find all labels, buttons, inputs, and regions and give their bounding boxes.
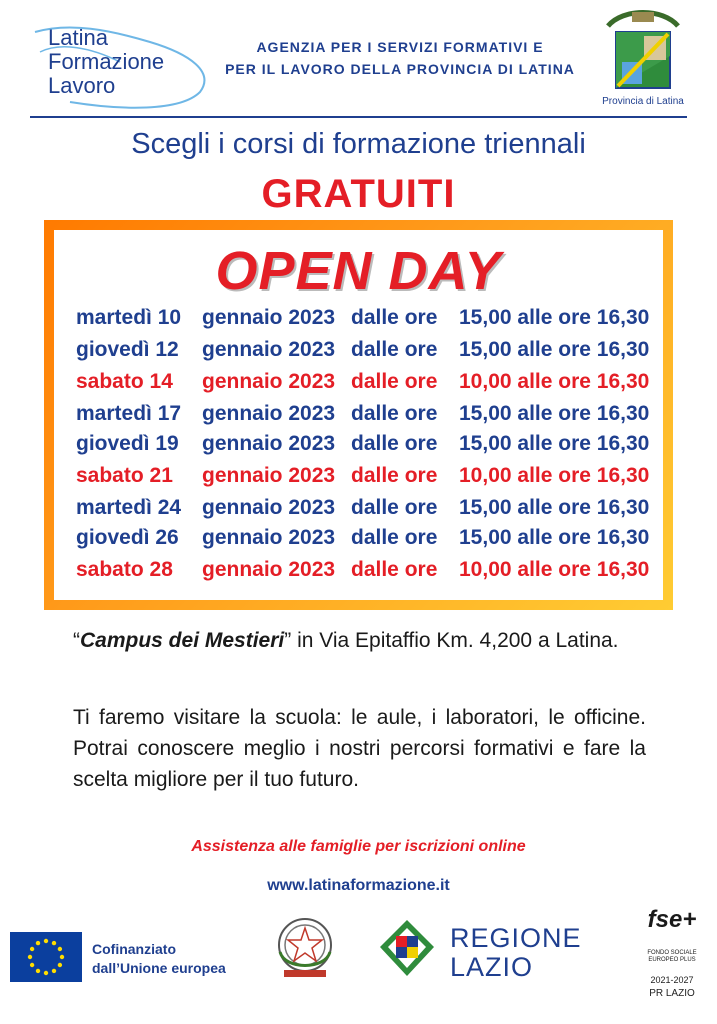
schedule-date: gennaio 2023 (202, 338, 336, 361)
schedule-date: gennaio 2023 (202, 464, 336, 487)
schedule-row (76, 496, 666, 526)
regione-line-1: REGIONE (450, 923, 582, 953)
schedule-date: gennaio 2023 (202, 496, 336, 519)
schedule-day: giovedì 19 (76, 432, 179, 455)
schedule-time: 15,00 alle ore 16,30 (459, 338, 650, 361)
lazio-emblem (378, 918, 436, 978)
schedule-from: dalle ore (351, 558, 438, 581)
fse-mark: fse+ (647, 906, 697, 933)
eu-line-1: Cofinanziato (92, 941, 176, 957)
lazio-shield-icon (378, 918, 436, 978)
eu-star-icon (44, 971, 48, 975)
schedule-row (76, 370, 666, 400)
schedule-day: sabato 21 (76, 464, 173, 487)
schedule-time: 15,00 alle ore 16,30 (459, 526, 650, 549)
visit-paragraph: Ti faremo visitare la scuola: le aule, i laboratori, le officine. Potrai conoscere meglio i nostri percorsi formativi e fare la scelta migliore per il tuo futuro. (73, 706, 646, 791)
eu-star-icon (58, 963, 62, 967)
province-crest (588, 6, 698, 110)
open-day-title: OPEN DAY (215, 241, 502, 301)
schedule-from: dalle ore (351, 432, 438, 455)
eu-cofinanced (92, 940, 226, 978)
regione-lazio-wordmark (450, 924, 582, 982)
open-day-panel (54, 230, 663, 600)
open-quote: “ (73, 629, 80, 652)
schedule-row (76, 558, 666, 588)
eu-star-icon (30, 947, 34, 951)
logo-line-2: Formazione (48, 49, 165, 74)
schedule-time: 15,00 alle ore 16,30 (459, 432, 650, 455)
schedule-time: 15,00 alle ore 16,30 (459, 306, 650, 329)
fse-caption: FONDO SOCIALE EUROPEO PLUS (647, 950, 697, 963)
eu-star-icon (36, 941, 40, 945)
schedule-date: gennaio 2023 (202, 432, 336, 455)
schedule-date: gennaio 2023 (202, 306, 336, 329)
province-crest-icon (588, 6, 698, 98)
logo-line-1: Latina (48, 25, 108, 50)
schedule-date: gennaio 2023 (202, 370, 336, 393)
schedule-row (76, 402, 666, 432)
free-highlight: GRATUITI (261, 172, 456, 216)
latina-formazione-logo (30, 22, 220, 112)
fse-years: 2021-2027 (650, 975, 694, 985)
schedule-from: dalle ore (351, 496, 438, 519)
schedule-day: sabato 14 (76, 370, 173, 393)
eu-flag (10, 932, 82, 982)
schedule-day: martedì 10 (76, 306, 182, 329)
eu-stars-icon (10, 932, 82, 982)
schedule-row (76, 432, 666, 462)
eu-star-icon (60, 955, 64, 959)
italian-republic-emblem (270, 912, 340, 982)
schedule-date: gennaio 2023 (202, 558, 336, 581)
header-divider (30, 116, 687, 118)
schedule-row (76, 464, 666, 494)
headline: Scegli i corsi di formazione triennali (131, 128, 586, 160)
close-quote: ” (284, 629, 292, 652)
schedule-date: gennaio 2023 (202, 402, 336, 425)
schedule-from: dalle ore (351, 370, 438, 393)
logo-line-3: Lavoro (48, 73, 116, 98)
schedule-from: dalle ore (351, 306, 438, 329)
schedule-time: 15,00 alle ore 16,30 (459, 402, 650, 425)
schedule-row (76, 338, 666, 368)
campus-location: in Via Epitaffio Km. 4,200 a Latina. (291, 629, 619, 652)
eu-star-icon (44, 939, 48, 943)
regione-line-2: LAZIO (450, 952, 534, 982)
italian-emblem-icon (270, 912, 340, 982)
campus-paragraph (73, 625, 646, 656)
schedule-day: giovedì 12 (76, 338, 179, 361)
eu-line-2: dall’Unione europea (92, 960, 226, 976)
campus-name: Campus dei Mestieri (80, 629, 285, 652)
schedule-date: gennaio 2023 (202, 526, 336, 549)
schedule-day: sabato 28 (76, 558, 173, 581)
open-day-frame (44, 220, 673, 610)
schedule-row (76, 526, 666, 556)
province-caption: Provincia di Latina (602, 96, 684, 107)
schedule-from: dalle ore (351, 402, 438, 425)
eu-star-icon (36, 969, 40, 973)
fse-pr-lazio: PR LAZIO (649, 988, 695, 999)
schedule-time: 10,00 alle ore 16,30 (459, 370, 650, 393)
schedule-day: martedì 17 (76, 402, 182, 425)
schedule-row (76, 306, 666, 336)
eu-star-icon (52, 941, 56, 945)
eu-star-icon (52, 969, 56, 973)
schedule-from: dalle ore (351, 338, 438, 361)
website-link[interactable]: www.latinaformazione.it (267, 877, 450, 894)
agency-line-2: PER IL LAVORO DELLA PROVINCIA DI LATINA (225, 61, 575, 77)
schedule-day: giovedì 26 (76, 526, 179, 549)
agency-line-1: AGENZIA PER I SERVIZI FORMATIVI E (256, 39, 544, 55)
eu-star-icon (28, 955, 32, 959)
agency-name (200, 36, 600, 80)
schedule-time: 10,00 alle ore 16,30 (459, 464, 650, 487)
schedule-from: dalle ore (351, 526, 438, 549)
schedule-time: 15,00 alle ore 16,30 (459, 496, 650, 519)
eu-star-icon (58, 947, 62, 951)
schedule-from: dalle ore (351, 464, 438, 487)
assistance-note: Assistenza alle famiglie per iscrizioni online (191, 838, 526, 855)
schedule-day: martedì 24 (76, 496, 182, 519)
eu-star-icon (30, 963, 34, 967)
schedule-time: 10,00 alle ore 16,30 (459, 558, 650, 581)
